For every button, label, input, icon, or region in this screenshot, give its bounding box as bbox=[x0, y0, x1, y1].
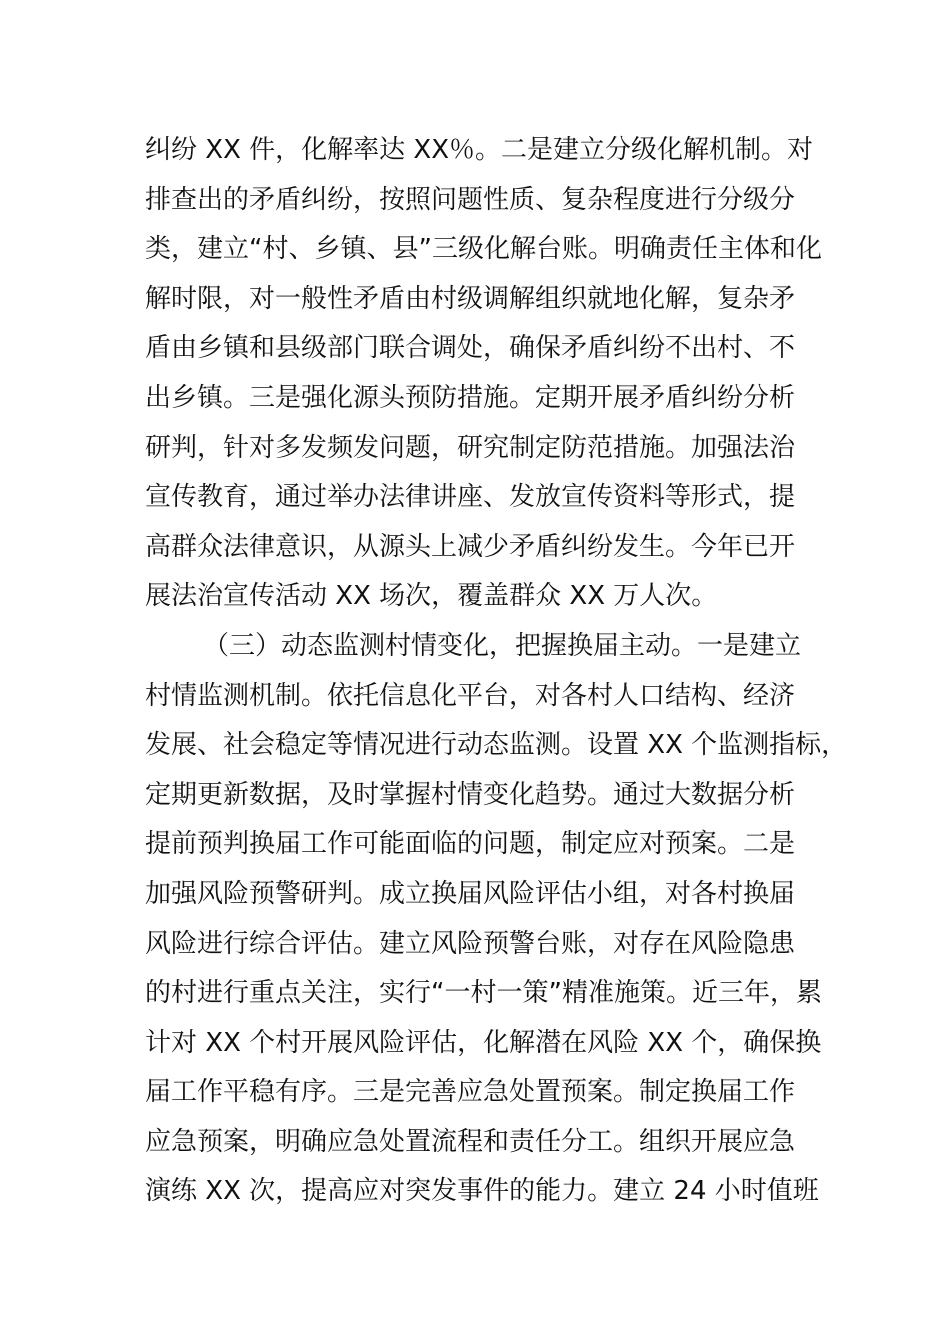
text-line: 村情监测机制。依托信息化平台，对各村人口结构、经济 bbox=[145, 680, 796, 711]
text-line: 盾由乡镇和县级部门联合调处，确保矛盾纠纷不出村、不 bbox=[145, 333, 796, 364]
text-line: 高群众法律意识，从源头上减少矛盾纠纷发生。今年已开 bbox=[145, 531, 796, 562]
text-line: 出乡镇。三是强化源头预防措施。定期开展矛盾纠纷分析 bbox=[145, 382, 796, 413]
text-line: 演练 XX 次，提高应对突发事件的能力。建立 24 小时值班 bbox=[145, 1176, 819, 1207]
text-line: 定期更新数据，及时掌握村情变化趋势。通过大数据分析 bbox=[145, 779, 796, 810]
text-line: 纠纷 XX 件，化解率达 XX％。二是建立分级化解机制。对 bbox=[145, 135, 814, 165]
section-heading-line: （三）动态监测村情变化，把握换届主动。一是建立 bbox=[203, 630, 802, 661]
text-line: 应急预案，明确应急处置流程和责任分工。组织开展应急 bbox=[145, 1126, 796, 1157]
text-line: 届工作平稳有序。三是完善应急处置预案。制定换届工作 bbox=[145, 1077, 796, 1108]
text-line: 解时限，对一般性矛盾由村级调解组织就地化解，复杂矛 bbox=[145, 283, 796, 314]
text-line: 提前预判换届工作可能面临的问题，制定应对预案。二是 bbox=[145, 829, 796, 860]
text-line: 发展、社会稳定等情况进行动态监测。设置 XX 个监测指标， bbox=[145, 730, 848, 761]
text-line: 展法治宣传活动 XX 场次，覆盖群众 XX 万人次。 bbox=[145, 581, 718, 612]
text-line: 排查出的矛盾纠纷，按照问题性质、复杂程度进行分级分 bbox=[145, 184, 796, 215]
text-line: 的村进行重点关注，实行“一村一策”精准施策。近三年，累 bbox=[145, 978, 822, 1009]
document-body bbox=[145, 126, 848, 1217]
text-line: 类，建立“村、乡镇、县”三级化解台账。明确责任主体和化 bbox=[145, 234, 822, 265]
text-line: 加强风险预警研判。成立换届风险评估小组，对各村换届 bbox=[145, 878, 796, 909]
text-line: 研判，针对多发频发问题，研究制定防范措施。加强法治 bbox=[145, 432, 796, 463]
text-line: 宣传教育，通过举办法律讲座、发放宣传资料等形式，提 bbox=[145, 482, 796, 513]
text-line: 计对 XX 个村开展风险评估，化解潜在风险 XX 个，确保换 bbox=[145, 1027, 822, 1058]
text-line: 风险进行综合评估。建立风险预警台账，对存在风险隐患 bbox=[145, 928, 796, 959]
